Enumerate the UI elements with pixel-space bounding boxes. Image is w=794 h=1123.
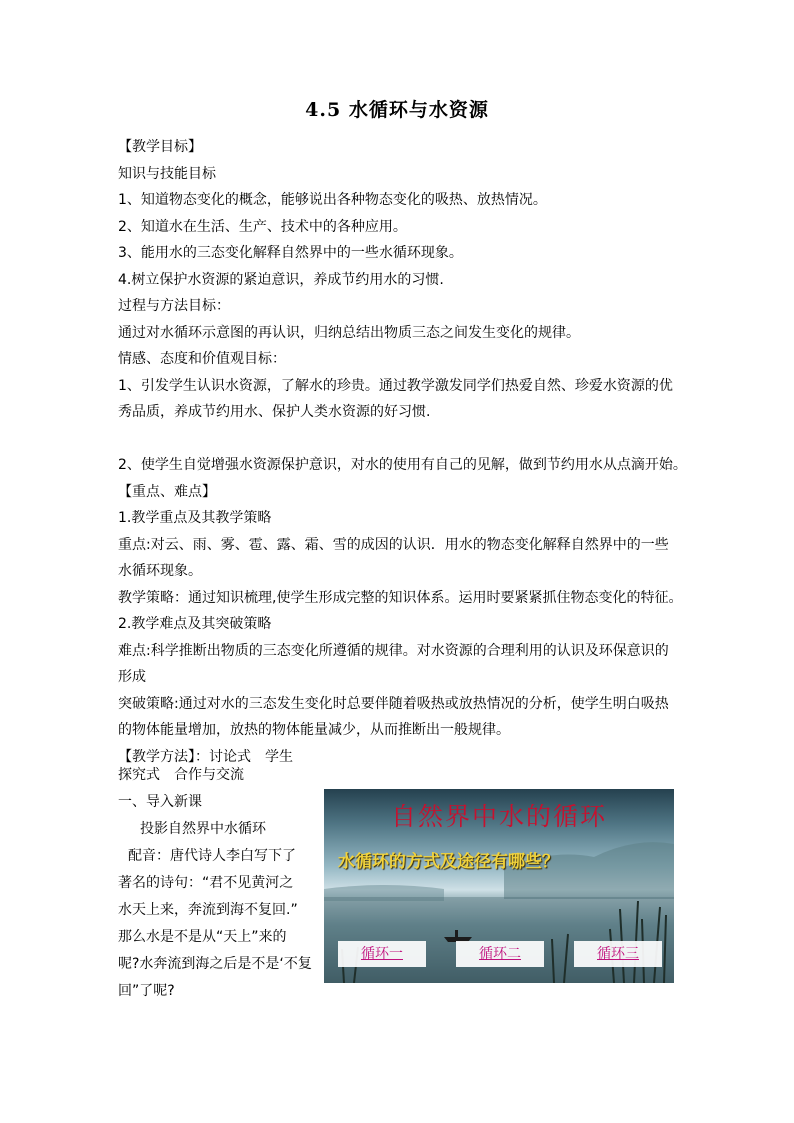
paragraph-line: 1、知道物态变化的概念，能够说出各种物态变化的吸热、放热情况。	[118, 192, 547, 208]
slide-title: 自然界中水的循环	[390, 802, 607, 831]
paragraph-line: 投影自然界中水循环	[140, 821, 266, 837]
paragraph-line: 4.树立保护水资源的紧迫意识，养成节约用水的习惯.	[118, 271, 444, 288]
subheading-emotion: 情感、态度和价值观目标：	[118, 351, 286, 367]
paragraph-line: 的物体能量增加，放热的物体能量减少，从而推断出一般规律。	[118, 722, 510, 738]
paragraph-line: 秀品质，养成节约用水、保护人类水资源的好习惯.	[118, 404, 431, 420]
paragraph-line: 2、使学生自觉增强水资源保护意识，对水的使用有自己的见解，做到节约用水从点滴开始。	[118, 457, 687, 473]
paragraph-line: 2、知道水在生活、生产、技术中的各种应用。	[118, 218, 407, 235]
section-heading-goals: 【教学目标】	[118, 139, 202, 155]
paragraph-line: 难点:科学推断出物质的三态变化所遵循的规律。对水资源的合理利用的认识及环保意识的	[118, 642, 669, 659]
paragraph-line: 3、能用水的三态变化解释自然界中的一些水循环现象。	[118, 245, 463, 261]
water-cycle-slide-image	[324, 789, 674, 983]
paragraph-line: 通过对水循环示意图的再认识，归纳总结出物质三态之间发生变化的规律。	[118, 324, 580, 341]
paragraph-line: 呢?水奔流到海之后是不是‘不复	[118, 956, 312, 972]
paragraph-line: 重点:对云、雨、雾、雹、露、霜、雪的成因的认识．用水的物态变化解释自然界中的一些	[118, 536, 669, 553]
paragraph-line: 那么水是不是从“天上”来的	[118, 929, 287, 945]
paragraph-line: 教学策略：通过知识梳理,使学生形成完整的知识体系。运用时要紧紧抓住物态变化的特征。	[118, 589, 683, 606]
cycle-two-button[interactable]: 循环二	[456, 941, 544, 967]
paragraph-line: 突破策略:通过对水的三态发生变化时总要伴随着吸热或放热情况的分析，使学生明白吸热	[118, 695, 669, 712]
subheading-process: 过程与方法目标：	[118, 298, 230, 314]
cycle-one-button[interactable]: 循环一	[338, 941, 426, 967]
paragraph-line: 探究式 合作与交流	[118, 767, 244, 783]
paragraph-line: 著名的诗句：“君不见黄河之	[118, 875, 294, 891]
intro-column	[118, 762, 318, 1005]
slide-subtitle: 水循环的方式及途径有哪些？	[338, 852, 559, 872]
document-title: 4.5 水循环与水资源	[305, 99, 489, 121]
paragraph-line: 配音：唐代诗人李白写下了	[128, 848, 296, 864]
section-heading-intro: 一、导入新课	[118, 794, 202, 810]
paragraph-line: 水天上来，奔流到海不复回.”	[118, 902, 298, 918]
subheading-difficulty: 2.教学难点及其突破策略	[118, 616, 272, 632]
document-body	[118, 134, 687, 770]
cycle-three-button[interactable]: 循环三	[574, 941, 662, 967]
section-heading-methods: 【教学方法】：讨论式 学生	[118, 748, 293, 765]
paragraph-line: 1、引发学生认识水资源，了解水的珍贵。通过教学激发同学们热爱自然、珍爱水资源的优	[118, 377, 673, 394]
paragraph-line: 水循环现象。	[118, 563, 202, 579]
paragraph-line: 形成	[118, 669, 146, 685]
subheading-focus: 1.教学重点及其教学策略	[118, 510, 272, 526]
paragraph-line: 回”了呢?	[118, 983, 175, 999]
subheading-knowledge: 知识与技能目标	[118, 165, 216, 182]
section-heading-keypoints: 【重点、难点】	[118, 483, 216, 500]
blank-line	[118, 426, 678, 453]
